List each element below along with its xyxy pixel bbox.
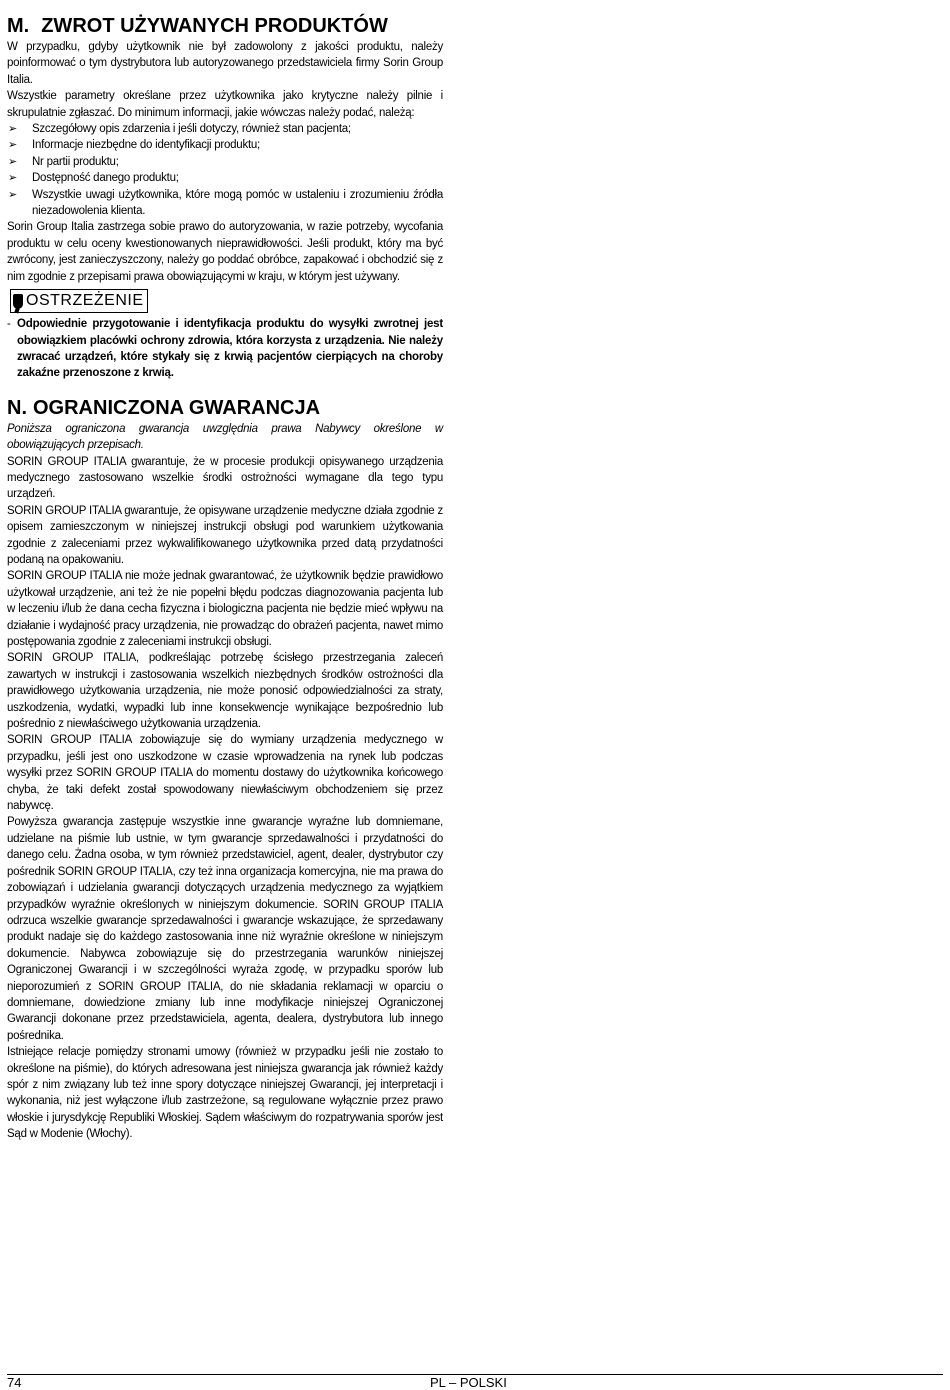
warning-label-box [10, 289, 148, 313]
section-n-number: N. [7, 396, 27, 419]
list-item-text: Dostępność danego produktu; [32, 172, 179, 185]
section-n-paragraph-3: SORIN GROUP ITALIA nie może jednak gwarantować, że użytkownik będzie prawidłowo użytkował urządzenie, ani też że nie popełni błędu podczas diagnozowania pacjenta lub w leczeniu i/lub że dana cecha fizyczna i biologiczna pacjenta nie będzie mieć wpływu na działanie i wydajność pracy urządzenia, nie prowadząc do obrażeń pacjenta, nawet mimo postępowania zgodnie z zaleceniami instrukcji obsługi. [7, 570, 443, 648]
list-item [7, 121, 443, 137]
list-item-text: Szczegółowy opis zdarzenia i jeśli dotyczy, również stan pacjenta; [32, 123, 351, 136]
arrow-bullet-icon: ➢ [8, 172, 17, 185]
list-item [7, 137, 443, 153]
arrow-bullet-icon: ➢ [8, 139, 17, 152]
list-item-text: Informacje niezbędne do identyfikacji produktu; [32, 139, 260, 152]
section-n-title: OGRANICZONA GWARANCJA [33, 396, 321, 419]
page-number: 74 [7, 1375, 22, 1390]
list-item [7, 154, 443, 170]
section-n-paragraph-7: Istniejące relacje pomiędzy stronami umowy (również w przypadku jeśli nie zostało to określone na piśmie), do których adresowana jest niniejsza gwarancja jak również każdy spór z nim związany lub też inne spory dotyczące niniejszej Gwarancji, jej interpretacji i wykonania, niż jest wyłączone i/lub zastrzeżone, są regulowane wyłącznie przez prawo włoskie i jurysdykcję Republiki Włoskiej. Sądem właściwym do rozpatrywania sporów jest Sąd w Modenie (Włochy). [7, 1046, 443, 1141]
section-m-title: ZWROT UŻYWANYCH PRODUKTÓW [41, 15, 388, 37]
warning-text [7, 316, 443, 382]
section-n-heading [7, 396, 443, 420]
information-list [7, 121, 443, 219]
section-n-paragraph-5: SORIN GROUP ITALIA zobowiązuje się do wymiany urządzenia medycznego w przypadku, jeśli jest ono uszkodzone w czasie wprowadzenia na rynek lub podczas wysyłki przez SORIN GROUP ITALIA do momentu dostawy do użytkownika końcowego chyba, że taki defekt został spowodowany niewłaściwym obchodzeniem się przez nabywcę. [7, 734, 443, 813]
section-m-heading [7, 14, 443, 38]
section-m-paragraph-3: Sorin Group Italia zastrzega sobie prawo do autoryzowania, w razie potrzeby, wycofania produktu w celu oceny kwestionowanych nieprawidłowości. Jeśli produkt, który ma być zwrócony, jest zanieczyszczony, należy go poddać obróbce, zapakować i obchodzić się z nim zgodnie z przepisami prawa obowiązującymi w kraju, w którym jest używany. [7, 221, 443, 283]
section-n-paragraph-6: Powyższa gwarancja zastępuje wszystkie inne gwarancje wyraźne lub domniemane, udzielane na piśmie lub ustnie, w tym gwarancje sprzedawalności i przydatności do danego celu. Żadna osoba, w tym również przedstawiciel, agent, dealer, dystrybutor czy pośrednik SORIN GROUP ITALIA, czy też inna organizacja komercyjna, nie ma prawa do zobowiązań i udzielania gwarancji dotyczących urządzenia medycznego za wyjątkiem przypadków wyraźnie określonych w niniejszym dokumencie. SORIN GROUP ITALIA odrzuca wszelkie gwarancje sprzedawalności i gwarancje wskazujące, że sprzedawany produkt nadaje się do każdego zastosowania inne niż wyraźnie określone w niniejszym dokumencie. Nabywca zobowiązuje się do przestrzegania warunków niniejszej Ograniczonej Gwarancji i w szczególności wyraża zgodę, w przypadku sporów lub nieporozumień z SORIN GROUP ITALIA, do nie składania reklamacji w oparciu o domniemane, dowiedzione zmiany lub inne modyfikacje niniejszej Ograniczonej Gwarancji dokonane przez przedstawiciela, agenta, dealera, dystrybutora lub innego pośrednika. [7, 816, 443, 1042]
section-m-paragraph-1: W przypadku, gdyby użytkownik nie był zadowolony z jakości produktu, należy poinformować o tym dystrybutora lub autoryzowanego przedstawiciela firmy Sorin Group Italia. [7, 41, 443, 86]
page-column [7, 14, 443, 1143]
section-n-paragraph-4: SORIN GROUP ITALIA, podkreślając potrzebę ścisłego przestrzegania zaleceń zawartych w instrukcji i zastosowania wszelkich niezbędnych środków ostrożności dla prawidłowego użytkowania urządzenia, nie może ponosić odpowiedzialności za straty, uszkodzenia, wydatki, wypadki lub inne konsekwencje wynikające bezpośrednio lub pośrednio z niewłaściwego użytkowania urządzenia. [7, 652, 443, 731]
list-item [7, 187, 443, 220]
warning-text-body: Odpowiednie przygotowanie i identyfikacja produktu do wysyłki zwrotnej jest obowiązkiem placówki ochrony zdrowia, która korzysta z urządzenia. Nie należy zwracać urządzeń, które stykały się z krwią pacjentów cierpiących na choroby zakaźne przenoszone z krwią. [17, 318, 443, 380]
section-n-intro: Poniższa ograniczona gwarancja uwzględnia prawa Nabywcy określone w obowiązujących przepisach. [7, 422, 443, 452]
arrow-bullet-icon: ➢ [8, 123, 17, 136]
arrow-bullet-icon: ➢ [8, 188, 17, 201]
footer-language: PL – POLSKI [430, 1375, 507, 1390]
list-item-text: Wszystkie uwagi użytkownika, które mogą pomóc w ustaleniu i zrozumieniu źródła niezadowolenia klienta. [32, 188, 443, 218]
list-item-text: Nr partii produktu; [32, 155, 119, 168]
arrow-bullet-icon: ➢ [8, 155, 17, 168]
section-m-number: M. [7, 15, 30, 37]
section-m-paragraph-2: Wszystkie parametry określane przez użytkownika jako krytyczne należy pilnie i skrupulatnie zgłaszać. Do minimum informacji, jakie wówczas należy podać, należą: [7, 90, 443, 119]
list-item [7, 170, 443, 186]
pointing-hand-icon [13, 294, 23, 309]
section-n-paragraph-2: SORIN GROUP ITALIA gwarantuje, że opisywane urządzenie medyczne działa zgodnie z opisem zamieszczonym w niniejszej instrukcji obsługi pod warunkiem użytkowania zgodnie z zaleceniami przez wykwalifikowanego użytkownika przed datą przydatności podaną na opakowaniu. [7, 504, 443, 566]
section-n-paragraph-1: SORIN GROUP ITALIA gwarantuje, że w procesie produkcji opisywanego urządzenia medycznego zastosowano wszelkie środki ostrożności wymagane dla tego typu urządzeń. [7, 455, 443, 501]
warning-label: OSTRZEŻENIE [26, 292, 144, 310]
warning-dash: - [7, 318, 11, 331]
